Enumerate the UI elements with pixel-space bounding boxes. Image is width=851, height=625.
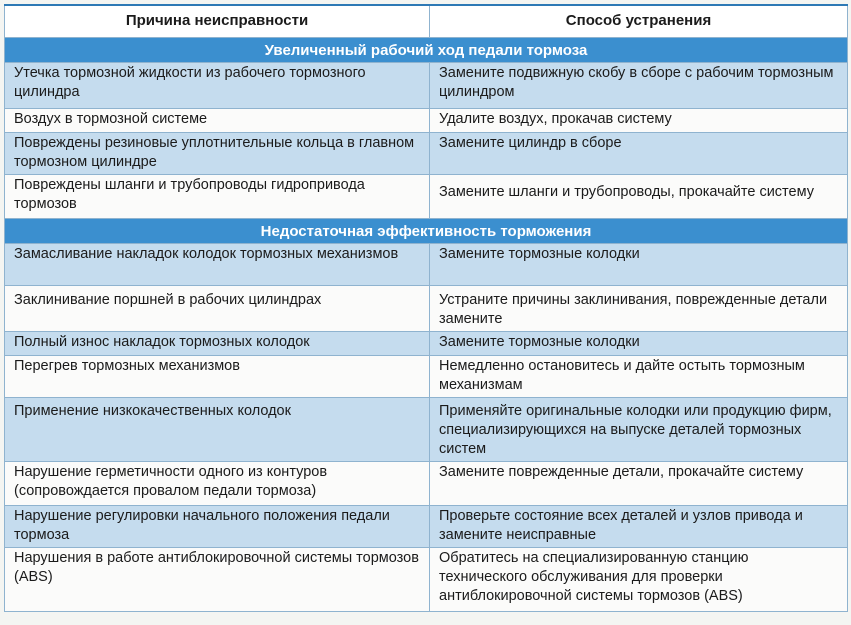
cause-cell: Применение низкокачественных колодок — [5, 398, 430, 462]
table-row — [5, 133, 848, 175]
table-row — [5, 286, 848, 332]
remedy-cell: Обратитесь на специализированную станцию технического обслуживания для проверки антиблокировочной системы тормозов (ABS) — [430, 548, 848, 612]
remedy-cell: Замените тормозные колодки — [430, 244, 848, 286]
cause-cell: Воздух в тормозной системе — [5, 109, 430, 133]
cause-cell: Нарушения в работе антиблокировочной системы тормозов (ABS) — [5, 548, 430, 612]
table-row — [5, 109, 848, 133]
table-row — [5, 548, 848, 612]
header-remedy: Способ устранения — [430, 5, 848, 38]
cause-cell: Нарушение герметичности одного из контуров (сопровождается провалом педали тормоза) — [5, 462, 430, 506]
table-header-row — [5, 5, 848, 38]
section-title: Недостаточная эффективность торможения — [5, 219, 848, 244]
remedy-cell: Применяйте оригинальные колодки или продукцию фирм, специализирующихся на выпуске деталей тормозных систем — [430, 398, 848, 462]
header-cause: Причина неисправности — [5, 5, 430, 38]
cause-cell: Перегрев тормозных механизмов — [5, 356, 430, 398]
table-row — [5, 332, 848, 356]
remedy-cell: Замените шланги и трубопроводы, прокачайте систему — [430, 175, 848, 219]
table-row — [5, 356, 848, 398]
section-header-row — [5, 38, 848, 63]
table-row — [5, 244, 848, 286]
table-row — [5, 398, 848, 462]
troubleshooting-table — [4, 4, 848, 612]
remedy-cell: Замените тормозные колодки — [430, 332, 848, 356]
cause-cell: Повреждены резиновые уплотнительные кольца в главном тормозном цилиндре — [5, 133, 430, 175]
remedy-cell: Замените поврежденные детали, прокачайте систему — [430, 462, 848, 506]
table-row — [5, 63, 848, 109]
remedy-cell: Немедленно остановитесь и дайте остыть тормозным механизмам — [430, 356, 848, 398]
section-title: Увеличенный рабочий ход педали тормоза — [5, 38, 848, 63]
remedy-cell: Удалите воздух, прокачав систему — [430, 109, 848, 133]
remedy-cell: Замените цилиндр в сборе — [430, 133, 848, 175]
cause-cell: Заклинивание поршней в рабочих цилиндрах — [5, 286, 430, 332]
cause-cell: Утечка тормозной жидкости из рабочего тормозного цилиндра — [5, 63, 430, 109]
remedy-cell: Замените подвижную скобу в сборе с рабочим тормозным цилиндром — [430, 63, 848, 109]
remedy-cell: Проверьте состояние всех деталей и узлов привода и замените неисправные — [430, 506, 848, 548]
table-row — [5, 175, 848, 219]
table-row — [5, 462, 848, 506]
cause-cell: Повреждены шланги и трубопроводы гидропривода тормозов — [5, 175, 430, 219]
cause-cell: Нарушение регулировки начального положения педали тормоза — [5, 506, 430, 548]
cause-cell: Полный износ накладок тормозных колодок — [5, 332, 430, 356]
table-row — [5, 506, 848, 548]
remedy-cell: Устраните причины заклинивания, поврежденные детали замените — [430, 286, 848, 332]
section-header-row — [5, 219, 848, 244]
cause-cell: Замасливание накладок колодок тормозных механизмов — [5, 244, 430, 286]
